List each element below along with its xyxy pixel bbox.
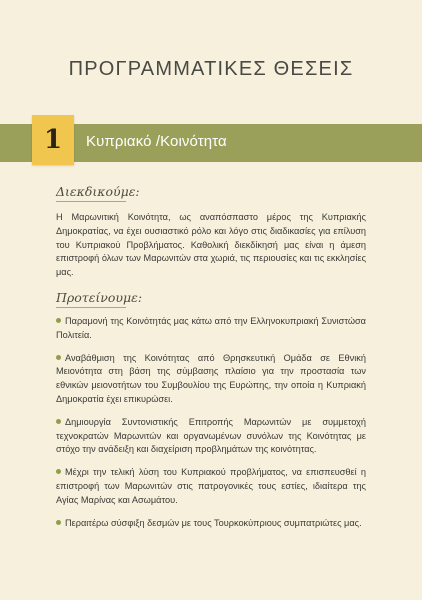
list-item-text: Παραμονή της Κοινότητάς μας κάτω από την Ελληνοκυπριακή Συνιστώσα Πολιτεία. [56,316,366,340]
proposals-list [56,315,366,539]
demands-heading-text: Διεκδικούμε: [56,184,140,199]
demands-paragraph: Η Μαρωνιτική Κοινότητα, ως αναπόσπαστο μέρος της Κυπριακής Δημοκρατίας, να έχει ουσιαστικό ρόλο και λόγο στις διαδικασίες για επίλυση του Κυπριακού Προβλήματος. Καθολική διεκδίκησή μας είναι η άμεση επιστροφή όλων των Μαρωνιτών στα χωριά, τις περιουσίες και τις εκκλησίες μας. [56,212,366,278]
section-title: Κυπριακό /Κοινότητα [86,133,227,150]
list-item-text: Περαιτέρω σύσφιξη δεσμών με τους Τουρκοκύπριους συμπατριώτες μας. [65,517,362,528]
section-number-box [32,115,74,165]
bullet-icon [56,355,61,360]
list-item [56,416,366,457]
demands-heading [56,184,140,202]
list-item-text: Αναβάθμιση της Κοινότητας από Θρησκευτική Ομάδα σε Εθνική Μειονότητα στη βάση της σύμβασης πλαίσιο για την προστασία των εθνικών μειονοτήτων του Συμβουλίου της Ευρώπης, την οποία η Κυπριακή Δημοκρατία έχει επικυρώσει. [56,352,366,404]
bullet-icon [56,419,61,424]
list-item-text: Μέχρι την τελική λύση του Κυπριακού προβλήματος, να επισπευσθεί η επιστροφή των Μαρωνιτών στις πατρογονικές τους εστίες, ιδιαίτερα της Αγίας Μαρίνας και Ασωμάτου. [56,467,366,505]
proposals-heading [56,290,143,308]
proposals-heading-underline [56,307,126,308]
bullet-icon [56,520,61,525]
list-item [56,517,366,531]
list-item [56,315,366,343]
list-item [56,352,366,407]
page-title: ΠΡΟΓΡΑΜΜΑΤΙΚΕΣ ΘΕΣΕΙΣ [68,58,354,80]
bullet-icon [56,469,61,474]
proposals-heading-text: Προτείνουμε: [56,290,143,305]
list-item [56,466,366,507]
demands-heading-underline [56,201,126,202]
list-item-text: Δημιουργία Συντονιστικής Επιτροπής Μαρωνιτών με συμμετοχή τεχνοκρατών Μαρωνιτών και οργανωμένων συνόλων της Κοινότητας με στόχο την ανάδειξη και διαχείριση προβλημάτων της κοινότητας. [56,416,366,455]
section-number: 1 [43,125,63,155]
bullet-icon [56,318,61,323]
